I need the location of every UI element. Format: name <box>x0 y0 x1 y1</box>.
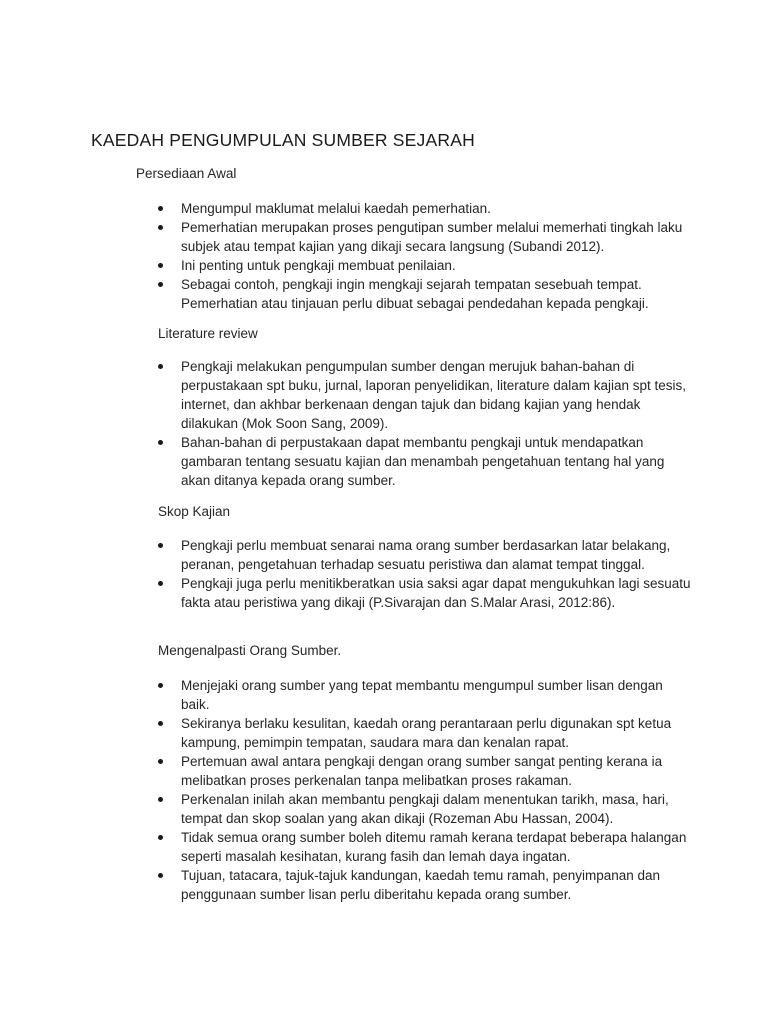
list-item-text: Sekiranya berlaku kesulitan, kaedah orang perantaraan perlu digunakan spt ketua kampung, pemimpin tempatan, saudara mara dan kenalan rapat. <box>181 716 672 750</box>
list-item <box>158 828 693 866</box>
list-item <box>158 275 693 313</box>
list-item-text: Pemerhatian merupakan proses pengutipan sumber melalui memerhati tingkah laku subjek atau tempat kajian yang dikaji secara langsung (Subandi 2012). <box>181 220 683 254</box>
bullet-icon <box>158 683 163 688</box>
list-item <box>158 866 693 904</box>
bullet-icon <box>158 543 163 548</box>
section-heading-literature-review: Literature review <box>158 326 258 341</box>
section-heading-persediaan-awal: Persediaan Awal <box>136 166 237 181</box>
bullet-icon <box>158 364 163 369</box>
bullet-icon <box>158 759 163 764</box>
list-item <box>158 676 693 714</box>
list-item-text: Bahan-bahan di perpustakaan dapat membantu pengkaji untuk mendapatkan gambaran tentang sesuatu kajian dan menambah pengetahuan tentang hal yang akan ditanya kepada orang sumber. <box>181 435 665 488</box>
list-item <box>158 536 693 574</box>
section-heading-mengenalpasti-orang-sumber: Mengenalpasti Orang Sumber. <box>158 643 342 658</box>
list-item <box>158 433 693 490</box>
list-item <box>158 256 693 275</box>
bullet-list-literature-review <box>158 357 693 490</box>
list-item <box>158 199 693 218</box>
list-item-text: Menjejaki orang sumber yang tepat membantu mengumpul sumber lisan dengan baik. <box>181 678 663 712</box>
bullet-icon <box>158 225 163 230</box>
bullet-icon <box>158 282 163 287</box>
bullet-icon <box>158 873 163 878</box>
list-item-text: Sebagai contoh, pengkaji ingin mengkaji sejarah tempatan sesebuah tempat. Pemerhatian atau tinjauan perlu dibuat sebagai pendedahan kepada pengkaji. <box>181 277 649 311</box>
list-item-text: Tidak semua orang sumber boleh ditemu ramah kerana terdapat beberapa halangan seperti masalah kesihatan, kurang fasih dan lemah daya ingatan. <box>181 830 687 864</box>
list-item <box>158 357 693 433</box>
list-item-text: Pengkaji juga perlu menitikberatkan usia saksi agar dapat mengukuhkan lagi sesuatu fakta atau peristiwa yang dikaji (P.Sivarajan dan S.Malar Arasi, 2012:86). <box>181 576 691 610</box>
list-item-text: Pengkaji melakukan pengumpulan sumber dengan merujuk bahan-bahan di perpustakaan spt buku, jurnal, laporan penyelidikan, literature dalam kajian spt tesis, internet, dan akhbar berkenaan dengan tajuk dan bidang kajian yang hendak dilakukan (Mok Soon Sang, 2009). <box>181 359 687 431</box>
list-item-text: Mengumpul maklumat melalui kaedah pemerhatian. <box>181 201 491 216</box>
bullet-list-persediaan-awal <box>158 199 693 313</box>
bullet-list-skop-kajian <box>158 536 693 612</box>
bullet-icon <box>158 581 163 586</box>
document-title: KAEDAH PENGUMPULAN SUMBER SEJARAH <box>91 130 475 150</box>
list-item <box>158 752 693 790</box>
bullet-icon <box>158 721 163 726</box>
list-item-text: Pengkaji perlu membuat senarai nama orang sumber berdasarkan latar belakang, peranan, pengetahuan terhadap sesuatu peristiwa dan alamat tempat tinggal. <box>181 538 671 572</box>
bullet-icon <box>158 440 163 445</box>
bullet-icon <box>158 835 163 840</box>
list-item-text: Perkenalan inilah akan membantu pengkaji dalam menentukan tarikh, masa, hari, tempat dan skop soalan yang akan dikaji (Rozeman Abu Hassan, 2004). <box>181 792 669 826</box>
bullet-icon <box>158 263 163 268</box>
list-item <box>158 714 693 752</box>
bullet-icon <box>158 206 163 211</box>
list-item-text: Pertemuan awal antara pengkaji dengan orang sumber sangat penting kerana ia melibatkan proses perkenalan tanpa melibatkan proses rakaman. <box>181 754 663 788</box>
list-item-text: Ini penting untuk pengkaji membuat penilaian. <box>181 258 456 273</box>
list-item <box>158 790 693 828</box>
bullet-list-mengenalpasti-orang-sumber <box>158 676 693 904</box>
list-item <box>158 574 693 612</box>
list-item <box>158 218 693 256</box>
section-heading-skop-kajian: Skop Kajian <box>158 504 231 519</box>
bullet-icon <box>158 797 163 802</box>
list-item-text: Tujuan, tatacara, tajuk-tajuk kandungan, kaedah temu ramah, penyimpanan dan penggunaan sumber lisan perlu diberitahu kepada orang sumber. <box>181 868 661 902</box>
